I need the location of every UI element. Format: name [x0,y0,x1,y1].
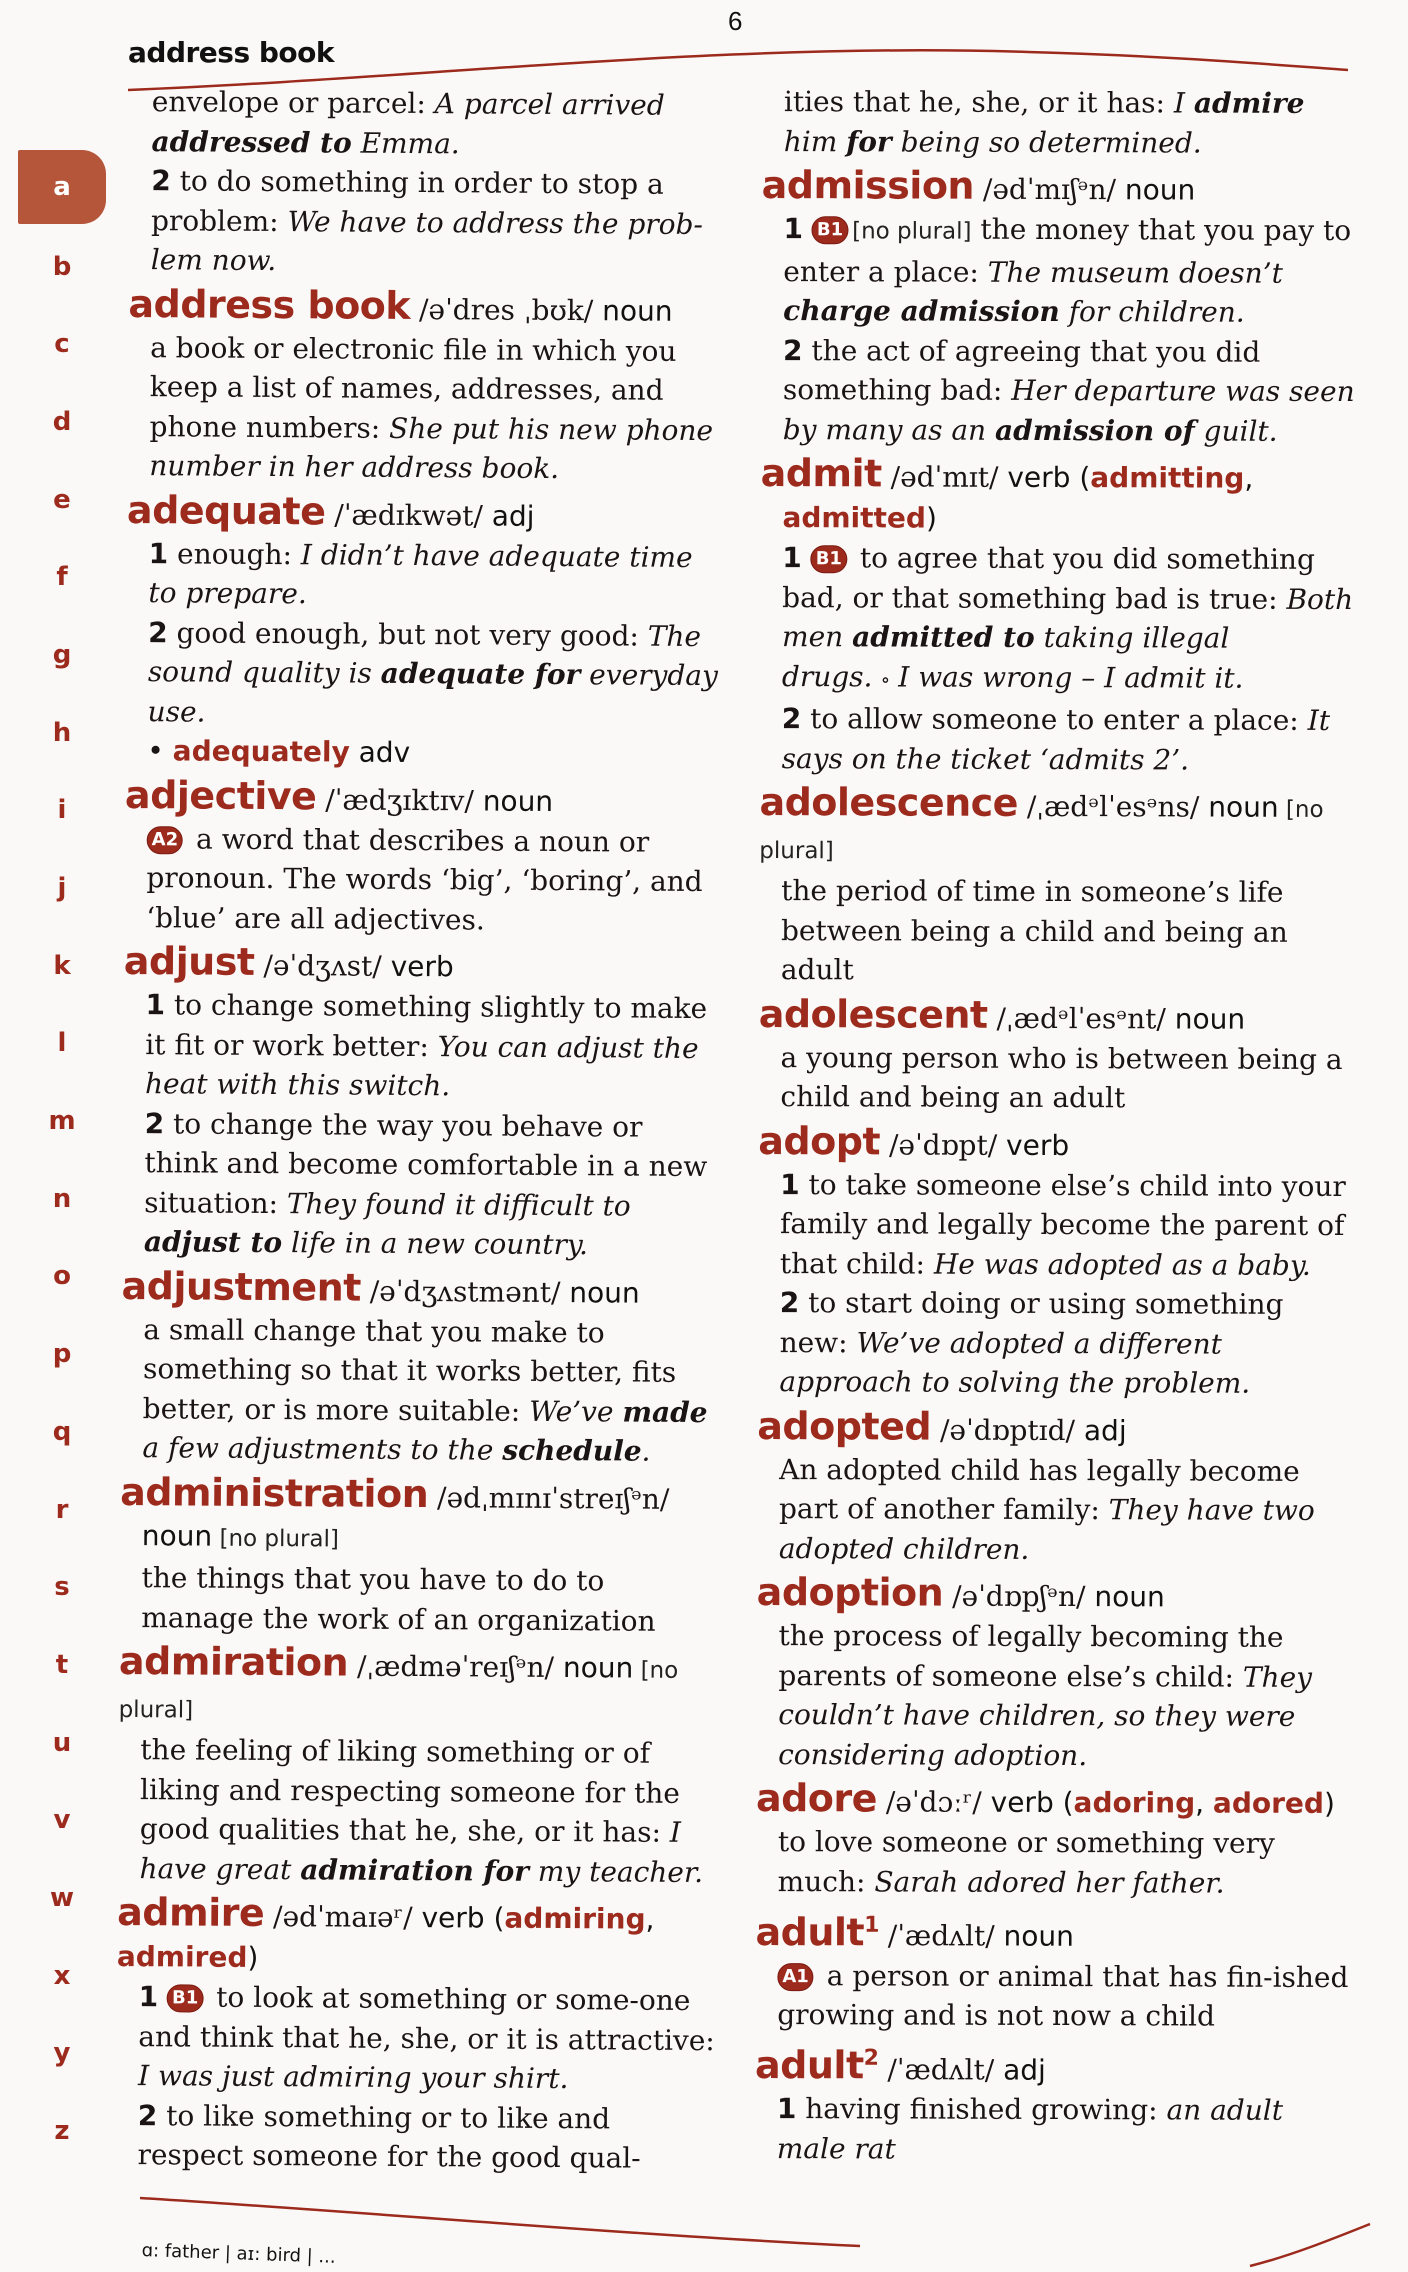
entry-adolescence: adolescence /ˌædᵊlˈesᵊns/ noun [no plural] the period of time in someone’s life between being a child and being an adult [759,779,1324,987]
example-separator: ∘ [880,666,891,691]
headword: admiration [118,1638,349,1685]
sense-number: 2 [151,164,171,198]
headword: address book [128,281,411,328]
inflection: admired [116,1939,248,1974]
entry-adjust: adjust /əˈdʒʌst/ verb 1 to change something slightly to make it fit or work better: You can adjust the heat with this switch. 2 to change the way you behave or think and become comfortable in a new situation: They found it difficult to adjust to life in a new country. [123,938,708,1262]
alpha-tab-x[interactable]: x [53,1960,71,1991]
part-of-speech: noun [569,1275,640,1310]
part-of-speech: adj [491,499,535,533]
grammar-label: [no plural] [852,218,972,245]
part-of-speech: verb [1006,1128,1070,1162]
alpha-tab-g[interactable]: g [52,639,72,670]
part-of-speech: noun [1003,1919,1075,1953]
headword: adolescence [759,779,1019,825]
pronunciation: /əˈdɒpʃᵊn/ [943,1579,1095,1614]
alpha-tab-u[interactable]: u [52,1727,72,1758]
pronunciation: /ˈædʌlt/ [878,1919,1004,1953]
left-column [115,82,730,2183]
headword: adult$^2$ [755,2043,879,2088]
grammar-label: [no plural] [118,1657,679,1724]
pronunciation: /ˈædɪkwət/ [325,497,492,533]
part-of-speech: verb [421,1901,485,1935]
page-number: 6 [728,6,743,36]
cefr-level-badge: B1 [812,216,848,244]
homograph-number: 1 [864,1912,880,1938]
part-of-speech: noun [1208,790,1279,824]
alpha-tab-w[interactable]: w [49,1882,75,1913]
alpha-tab-r[interactable]: r [55,1494,69,1525]
pronunciation: /ˌædᵊlˈesᵊns/ [1017,789,1209,824]
alpha-tab-z[interactable]: z [54,2116,70,2147]
headword: adjust [123,938,255,984]
headword: adult$^1$ [755,1909,880,1955]
inflection: adored [1212,1786,1325,1820]
part-of-speech: noun [482,783,554,818]
entry-adult-2: adult$^2$ /ˈædʌlt/ adj 1 having finished growing: an adult male rat [755,2043,1284,2166]
part-of-speech: verb [990,1785,1054,1820]
alphabet-thumb-index [18,150,106,2170]
alpha-tab-j[interactable]: j [57,873,67,904]
alpha-tab-o[interactable]: o [53,1261,71,1292]
inflection: admitted [782,501,927,535]
pronunciation: /ədˌmɪnɪˈstreɪʃᵊn/ [428,1480,670,1516]
pronunciation-key: ɑ: father | aɪ: bird | ... [141,2240,337,2268]
entry-administration: administration /ədˌmɪnɪˈstreɪʃᵊn/ noun [no plural] the things that you have to do to manage the work of an organization [120,1469,670,1638]
alpha-tab-d[interactable]: d [52,406,72,437]
pronunciation: /əˈdʒʌstmənt/ [360,1274,570,1309]
alpha-tab-a[interactable]: a [18,150,106,224]
headword: adequate [126,487,326,533]
pronunciation: /ədˈmɪʃᵊn/ [973,172,1125,207]
part-of-speech: noun [141,1518,213,1553]
entry-adjustment: adjustment /əˈdʒʌstmənt/ noun a small change that you make to something so that it works better, fits better, or is more suitable: We’ve made a few adjustments to the schedule. [121,1263,708,1468]
headword: adolescent [758,991,988,1037]
pronunciation: /əˈdɒpt/ [880,1127,1007,1162]
pronunciation: /ˌædməˈreɪʃᵊn/ [348,1649,564,1685]
part-of-speech: noun [562,1651,634,1685]
part-of-speech: adj [1003,2053,1046,2087]
headword: admit [760,450,882,496]
alpha-tab-f[interactable]: f [56,562,68,593]
entry-adjective: adjective /ˈædʒɪktɪv/ noun A2 a word that describes a noun or pronoun. The words ‘big’, ‘boring’, and ‘blue’ are all adjectives. [124,772,703,936]
homograph-number: 2 [863,2046,879,2072]
alpha-tab-m[interactable]: m [48,1106,76,1137]
alpha-tab-p[interactable]: p [52,1339,72,1370]
alpha-tab-c[interactable]: c [54,329,70,360]
entry-adoption: adoption /əˈdɒpʃᵊn/ noun the process of legally becoming the parents of someone else’s child: They couldn’t have children, so they were considering adoption. [756,1569,1313,1772]
entry-address-book: address book /əˈdres ˌbʊk/ noun a book or electronic file in which you keep a list of names, addresses, and phone numbers: She put his new phone number in her address book. [128,281,714,486]
entry-adequate: adequate /ˈædɪkwət/ adj 1 enough: I didn’t have adequate time to prepare. 2 good enough, but not very good: The sound quality is adequate for everyday use. • adequately adv [126,487,718,769]
part-of-speech: noun [1174,1001,1246,1036]
cefr-level-badge: A1 [777,1963,814,1991]
alpha-tab-e[interactable]: e [53,484,71,515]
grammar-label: [no plural] [212,1525,340,1552]
part-of-speech: adj [1083,1413,1127,1447]
part-of-speech: verb [1007,460,1071,495]
pronunciation: /ˈædʒɪktɪv/ [316,782,483,817]
right-column [755,82,1362,2174]
alpha-tab-k[interactable]: k [53,950,71,981]
inflection: adoring [1073,1786,1196,1820]
entry-adult-1: adult$^1$ /ˈædʌlt/ noun A1 a person or animal that has fin-ished growing and is not now a child [755,1909,1349,2033]
pronunciation: /əˈdɔːʳ/ [876,1785,991,1819]
headword: adjustment [121,1263,362,1310]
headword: adore [755,1775,878,1821]
alpha-tab-v[interactable]: v [53,1805,71,1836]
cefr-level-badge: B1 [167,1984,203,2012]
headword: admire [117,1889,265,1935]
part-of-speech: noun [602,293,673,328]
part-of-speech: verb [390,949,454,984]
derived-word: adequately [172,734,350,769]
alpha-tab-l[interactable]: l [57,1028,67,1059]
entry-adore: adore /əˈdɔːʳ/ verb (adoring, adored) to love someone or something very much: Sarah adored her father. [755,1775,1335,1900]
alpha-tab-i[interactable]: i [57,795,67,826]
pronunciation: /ˌædᵊlˈesᵊnt/ [987,1001,1175,1035]
part-of-speech: noun [1094,1580,1165,1614]
headword: admission [761,162,975,208]
headword: adjective [124,772,317,818]
pronunciation: /əˈdʒʌst/ [254,948,391,983]
part-of-speech: noun [1124,173,1196,207]
entry-admission: admission /ədˈmɪʃᵊn/ noun 1 B1 [no plural] the money that you pay to enter a place: The museum doesn’t charge admission for children. 2 the act of agreeing that you did something bad: Her departure was seen by many as an admission of guilt. [761,162,1355,448]
inflection: admiring [504,1901,646,1936]
entry-adolescent: adolescent /ˌædᵊlˈesᵊnt/ noun a young person who is between being a child and being an adult [758,991,1343,1115]
pronunciation: /ədˈmaɪəʳ/ [264,1899,422,1935]
headword: administration [120,1469,429,1516]
inflection: admitting [1090,461,1245,495]
alpha-tab-y[interactable]: y [53,2038,71,2069]
headword: adoption [756,1569,944,1615]
entry-adopt: adopt /əˈdɒpt/ verb 1 to take someone else’s child into your family and legally become the parent of that child: He was adopted as a baby. 2 to start doing or using something new: We’ve adopted a different approach to solving the problem. [758,1118,1346,1400]
alpha-tab-t[interactable]: t [55,1649,69,1680]
alpha-tab-h[interactable]: h [52,717,72,748]
cefr-level-badge: B1 [811,545,847,573]
entry-admiration: admiration /ˌædməˈreɪʃᵊn/ noun [no plural] the feeling of liking something or of liking and respecting someone for the good qualities that he, she, or it has: I have great admiration for my teacher. [118,1638,704,1889]
pronunciation: /əˈdres ˌbʊk/ [410,292,603,327]
alpha-tab-n[interactable]: n [52,1183,72,1214]
entry-admit: admit /ədˈmɪt/ verb (admitting, admitted) 1 B1 to agree that you did something bad, or that something bad is true: Both men admitted to taking illegal drugs. ∘ I was wrong – I admit it. 2 to allow someone to enter a place: It says on the ticket ‘admits 2’. [760,450,1354,776]
alpha-tab-q[interactable]: q [52,1416,72,1447]
headword: adopt [758,1118,881,1163]
pronunciation: /ədˈmɪt/ [881,460,1008,494]
alpha-tab-s[interactable]: s [54,1572,70,1603]
entry-address-continuation: envelope or parcel: A parcel arrived addressed to Emma. 2 to do something in order to stop a problem: We have to address the prob-lem now. [150,85,704,278]
entry-admire-continuation: ities that he, she, or it has: I admire him for being so determined. [783,85,1305,160]
pronunciation: /ˈædʌlt/ [878,2052,1004,2087]
entry-admire: admire /ədˈmaɪəʳ/ verb (admiring, admired) 1 B1 to look at something or some-one and think that he, she, or it is attractive: I was just admiring your shirt. 2 to like something or to like and respect someone for the good qual- [116,1889,715,2175]
grammar-label: [no plural] [759,796,1324,865]
alpha-tab-b[interactable]: b [52,251,72,282]
entry-adopted: adopted /əˈdɒptɪd/ adj An adopted child has legally become part of another family: They have two adopted children. [757,1403,1315,1566]
running-head: address book [128,36,334,69]
headword: adopted [757,1403,932,1449]
cefr-level-badge: A2 [147,826,184,854]
pronunciation: /əˈdɒptɪd/ [931,1413,1084,1447]
